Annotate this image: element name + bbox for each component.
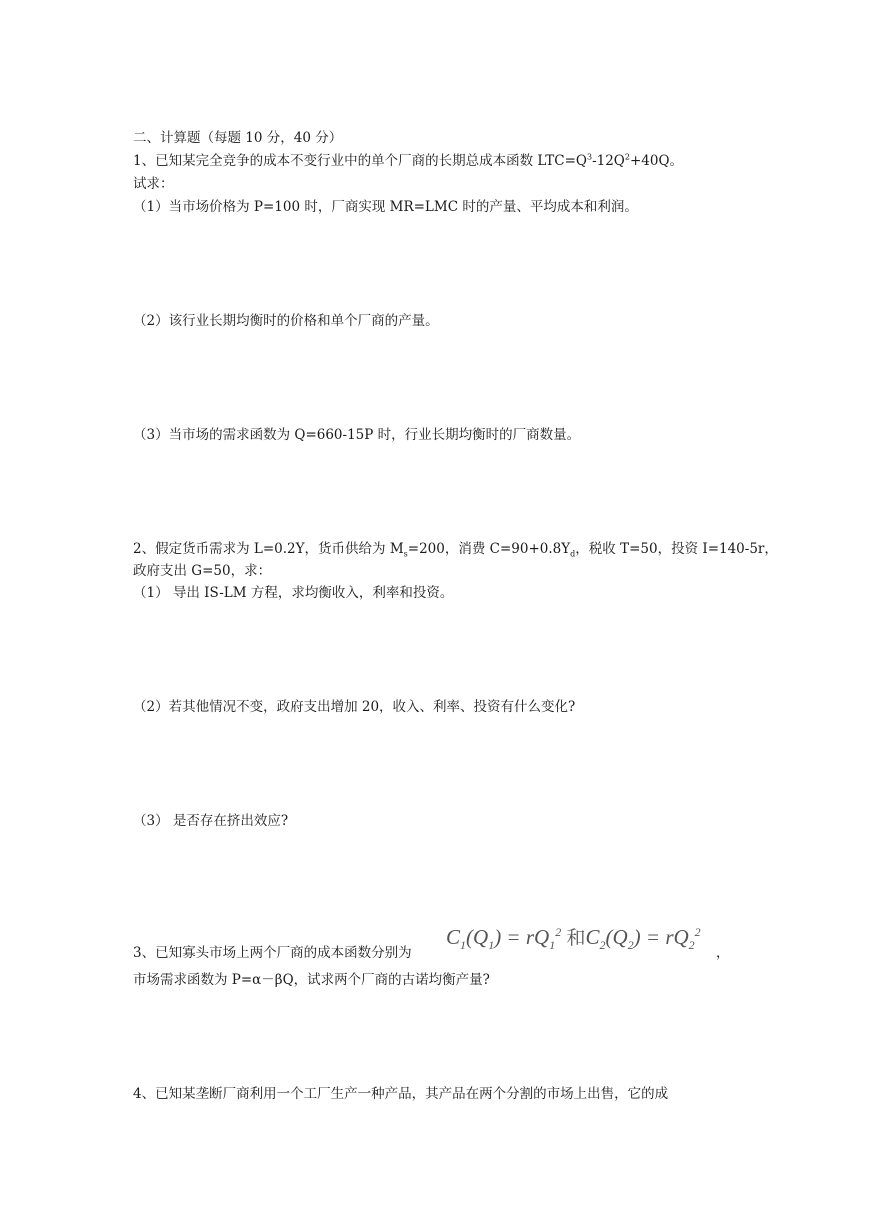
q4-stem: 4、已知某垄断厂商利用一个工厂生产一种产品，其产品在两个分割的市场上出售，它的成 (133, 1086, 669, 1102)
q1-part1: （1）当市场价格为 P=100 时，厂商实现 MR=LMC 时的产量、平均成本和利润。 (133, 199, 638, 215)
q2-stem-cont: 政府支出 G=50，求： (133, 563, 272, 579)
q3-cost-formula: $C_1(Q_1) = rQ_1^2$ 和$C_2(Q_2) = rQ_2^2$ (446, 925, 701, 953)
q1-ask: 试求： (133, 176, 174, 192)
q3-comma: ， (716, 945, 730, 961)
section-title: 二、计算题（每题 10 分，40 分） (133, 130, 343, 146)
q1-stem: 1、已知某完全竞争的成本不变行业中的单个厂商的长期总成本函数 $LTC=Q^3-12Q^2+40Q$。 (133, 152, 684, 169)
q2-part1: （1） 导出 IS-LM 方程，求均衡收入，利率和投资。 (133, 585, 454, 601)
q2-part2: （2）若其他情况不变，政府支出增加 20，收入、利率、投资有什么变化? (133, 699, 576, 715)
q3-stem-cont: 市场需求函数为 P=α－βQ，试求两个厂商的古诺均衡产量? (133, 972, 490, 988)
q2-part3: （3） 是否存在挤出效应? (133, 813, 289, 829)
q1-part2: （2）该行业长期均衡时的价格和单个厂商的产量。 (133, 313, 439, 329)
q3-stem: 3、已知寡头市场上两个厂商的成本函数分别为 (133, 945, 412, 961)
q1-part3: （3）当市场的需求函数为 Q=660-15P 时，行业长期均衡时的厂商数量。 (133, 427, 581, 443)
q2-stem: 2、假定货币需求为 L=0.2Y，货币供给为 $M_s=200$，消费 $C=90+0.8Y_d$，税收 T=50，投资 I=140-5r， (133, 541, 778, 559)
